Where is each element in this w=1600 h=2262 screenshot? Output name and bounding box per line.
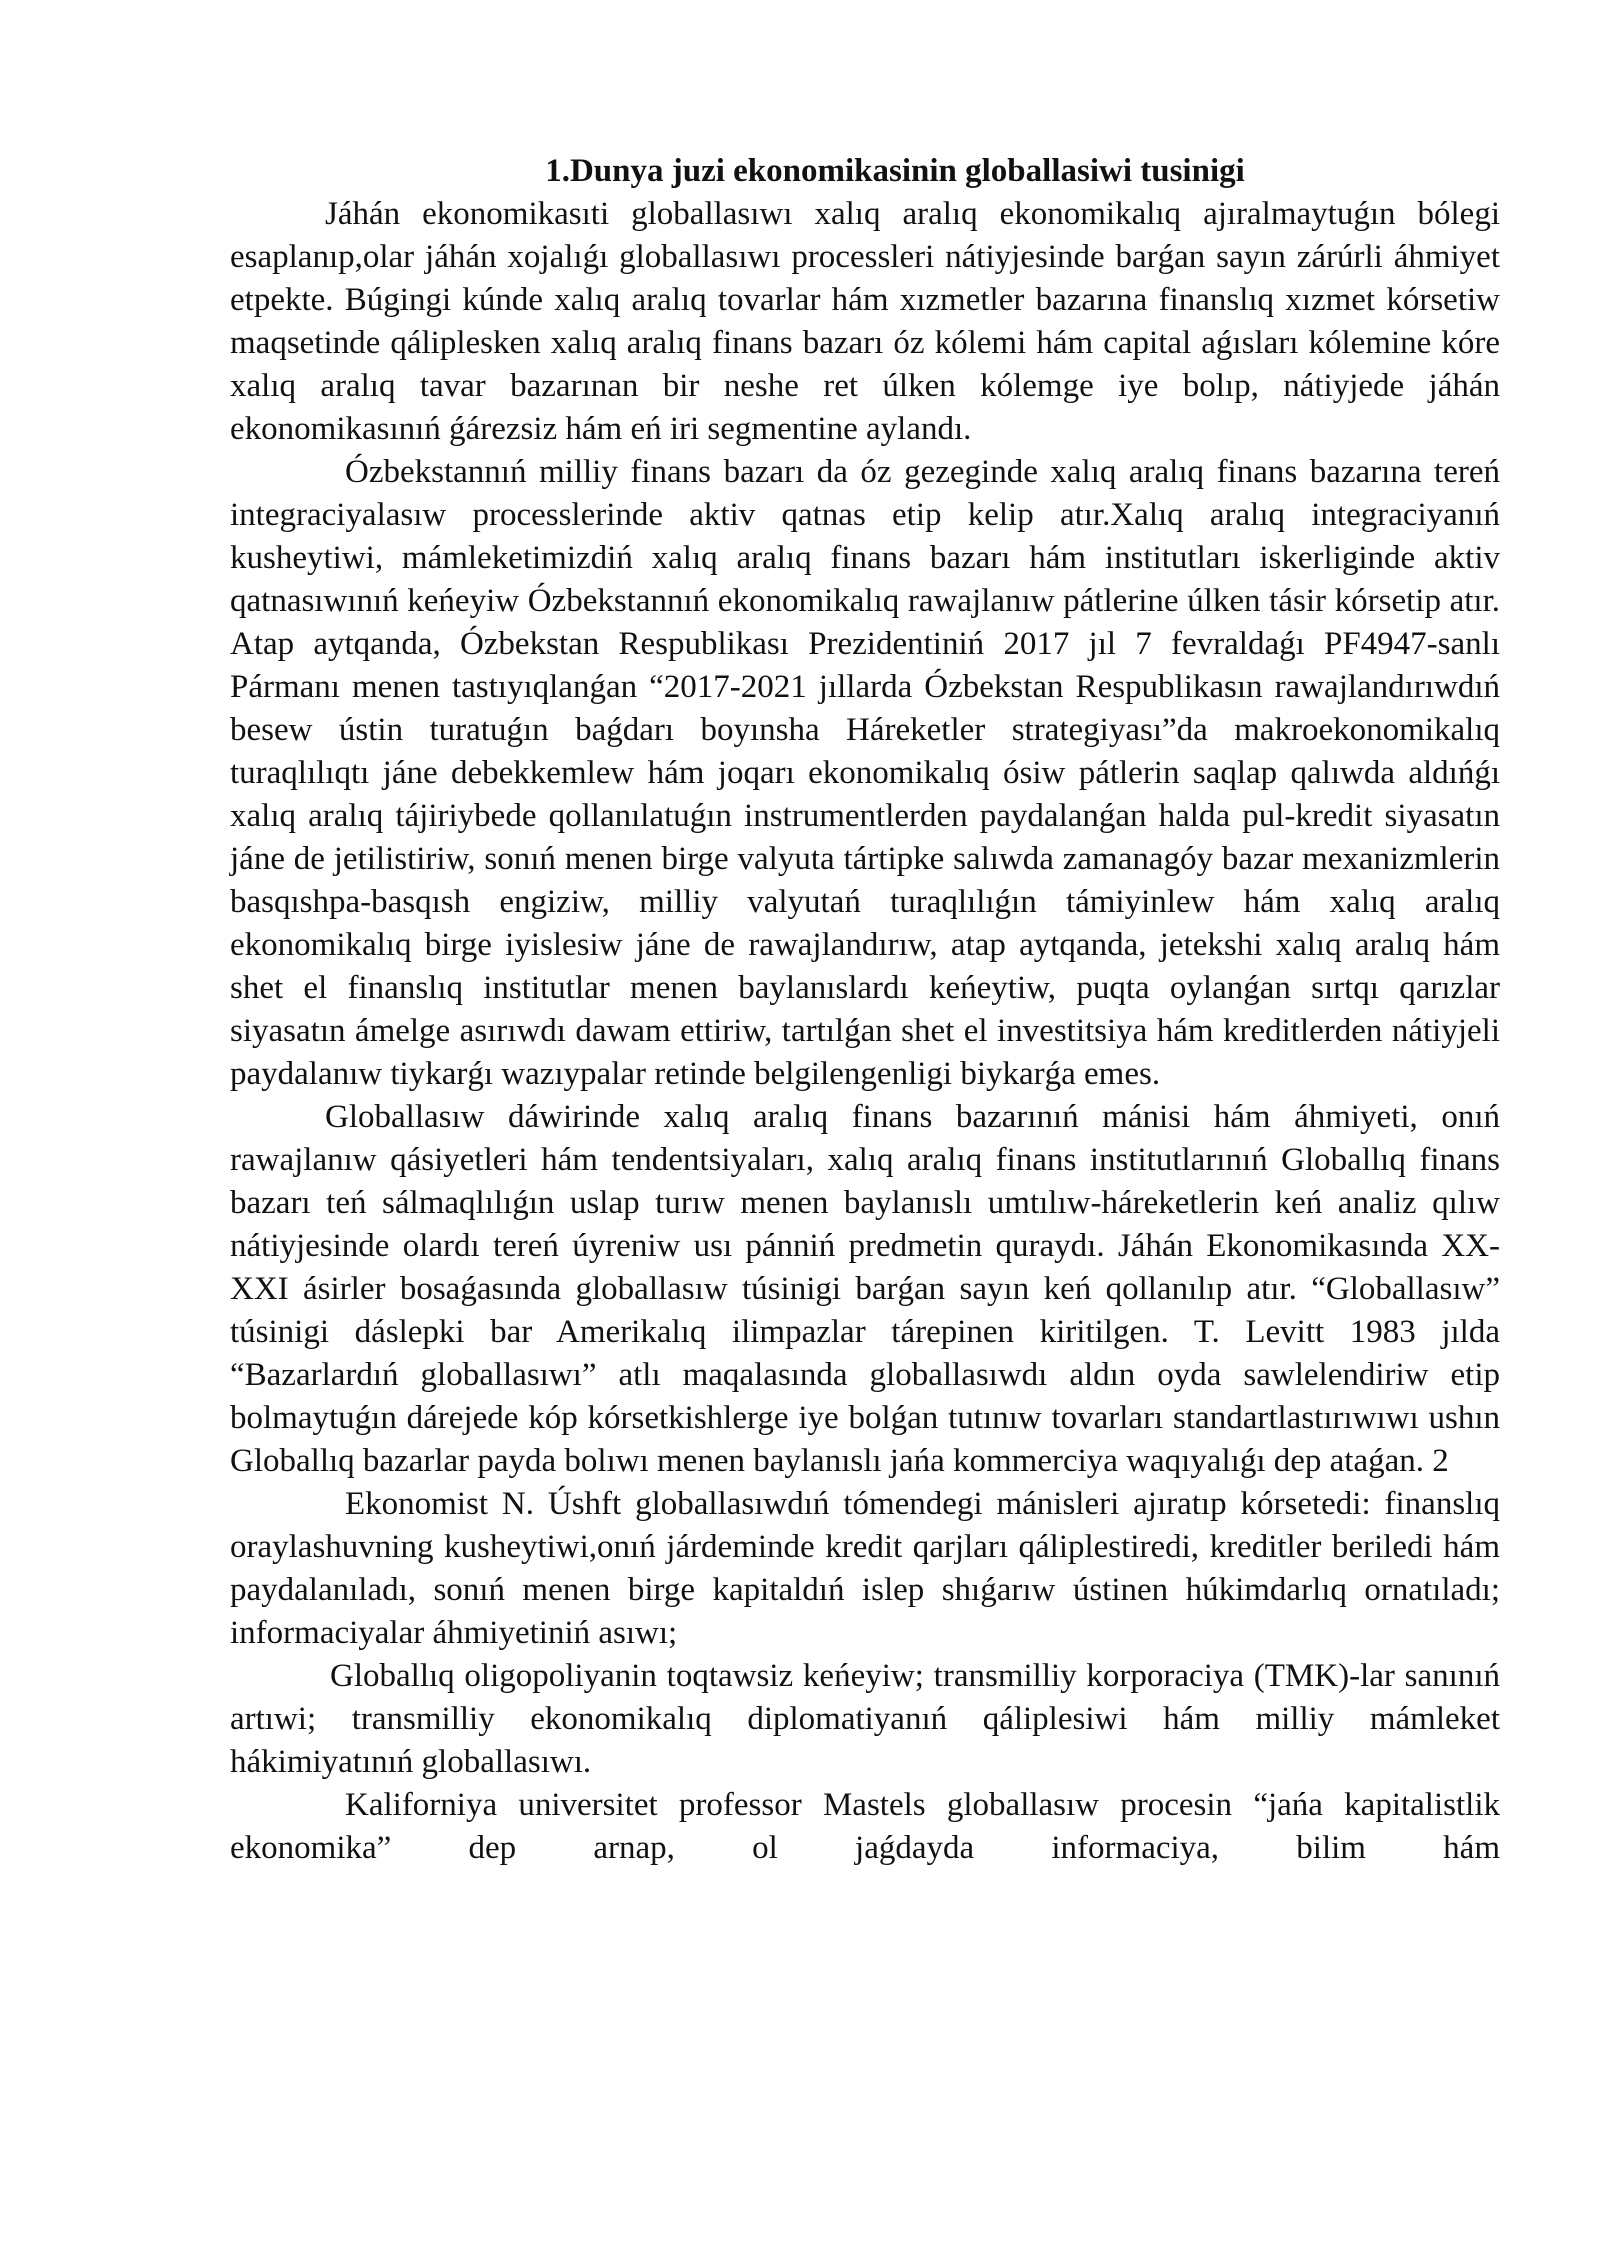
paragraph-3: Globallasıw dáwirinde xalıq aralıq finans bazarınıń mánisi hám áhmiyeti, onıń rawajlanıw qásiyetleri hám tendentsiyaları, xalıq aralıq finans institutlarınıń Globallıq finans bazarı teń sálmaqlılıǵın uslap turıw menen baylanıslı umtılıw-háreketlerin keń analiz qılıw nátiyjesinde olardı tereń úyreniw usı pánniń predmetin quraydı. Jáhán Ekonomikasında XX-XXI ásirler bosaǵasında globallasıw túsinigi barǵan sayın keń qollanılıp atır. “Globallasıw” túsinigi dáslepki bar Amerikalıq ilimpazlar tárepinen kiritilgen. T. Levitt 1983 jılda “Bazarlardıń globallasıwı” atlı maqalasında globallasıwdı aldın oyda sawlelendiriw etip bolmaytuǵın dárejede kóp kórsetkishlerge iye bolǵan tutınıw tovarları standartlastırıwıwı ushın Globallıq bazarlar payda bolıwı menen baylanıslı jańa kommerciya waqıyalıǵı dep ataǵan. 2 <box>230 1099 1500 1479</box>
paragraph-6: Kaliforniya universitet professor Mastels globallasıw procesin “jańa kapitalistlik ekonomika” dep arnap, ol jaǵdayda informaciya, bilim hám <box>230 1787 1500 1866</box>
paragraph-4: Ekonomist N. Úshft globallasıwdıń tómendegi mánisleri ajıratıp kórsetedi: finanslıq oraylashuvning kusheytiwi,onıń járdeminde kredit qarjları qáliplestiredi, kreditler beriledi hám paydalanıladı, sonıń menen birge kapitaldıń islep shıǵarıw ústinen húkimdarlıq ornatıladı; informaciyalar áhmiyetiniń asıwı; <box>230 1486 1500 1651</box>
paragraph-2: Ózbekstannıń milliy finans bazarı da óz gezeginde xalıq aralıq finans bazarına tereń integraciyalasıw processlerinde aktiv qatnas etip kelip atır.Xalıq aralıq integraciyanıń kusheytiwi, mámleketimizdiń xalıq aralıq finans bazarı hám institutları iskerliginde aktiv qatnasıwınıń keńeyiw Ózbekstannıń ekonomikalıq rawajlanıw pátlerine úlken tásir kórsetip atır. Atap aytqanda, Ózbekstan Respublikası Prezidentiniń 2017 jıl 7 fevraldaǵı PF4947-sanlı Pármanı menen tastıyıqlanǵan “2017-2021 jıllarda Ózbekstan Respublikasın rawajlandırıwdıń besew ústin turatuǵın baǵdarı boyınsha Háreketler strategiyası”da makroekonomikalıq turaqlılıqtı jáne debekkemlew hám joqarı ekonomikalıq ósiw pátlerin saqlap qalıwda aldıńǵı xalıq aralıq tájiriybede qollanılatuǵın instrumentlerden paydalanǵan halda pul-kredit siyasatın jáne de jetilistiriw, sonıń menen birge valyuta tártipke salıwda zamanagóy bazar mexanizmlerin basqıshpa-basqısh engiziw, milliy valyutań turaqlılıǵın támiyinlew hám xalıq aralıq ekonomikalıq birge iyislesiw jáne de rawajlandırıw, atap aytqanda, jetekshi xalıq aralıq hám shet el finanslıq institutlar menen baylanıslardı keńeytiw, puqta oylanǵan sırtqı qarızlar siyasatın ámelge asırıwdı dawam ettiriw, tartılǵan shet el investitsiya hám kreditlerden nátiyjeli paydalanıw tiykarǵı wazıypalar retinde belgilengenligi biykarǵa emes. <box>230 454 1500 1092</box>
paragraph-5: Globallıq oligopoliyanin toqtawsiz keńeyiw; transmilliy korporaciya (TMK)-lar sanınıń artıwi; transmilliy ekonomikalıq diplomatiyanıń qáliplesiwi hám milliy mámleket hákimiyatınıń globallasıwı. <box>230 1658 1500 1780</box>
document-body <box>230 150 1500 1870</box>
paragraph-1: Jáhán ekonomikasıti globallasıwı xalıq aralıq ekonomikalıq ajıralmaytuǵın bólegi esaplanıp,olar jáhán xojalıǵı globallasıwı processleri nátiyjesinde barǵan sayın zárúrli áhmiyet etpekte. Búgingi kúnde xalıq aralıq tovarlar hám xızmetler bazarına finanslıq xızmet kórsetiw maqsetinde qáliplesken xalıq aralıq finans bazarı óz kólemi hám capital aǵısları kólemine kóre xalıq aralıq tavar bazarınan bir neshe ret úlken kólemge iye bolıp, nátiyjede jáhán ekonomikasınıń ǵárezsiz hám eń iri segmentine aylandı. <box>230 196 1500 447</box>
document-title: 1.Dunya juzi ekonomikasinin globallasiwi tusinigi <box>545 153 1245 189</box>
